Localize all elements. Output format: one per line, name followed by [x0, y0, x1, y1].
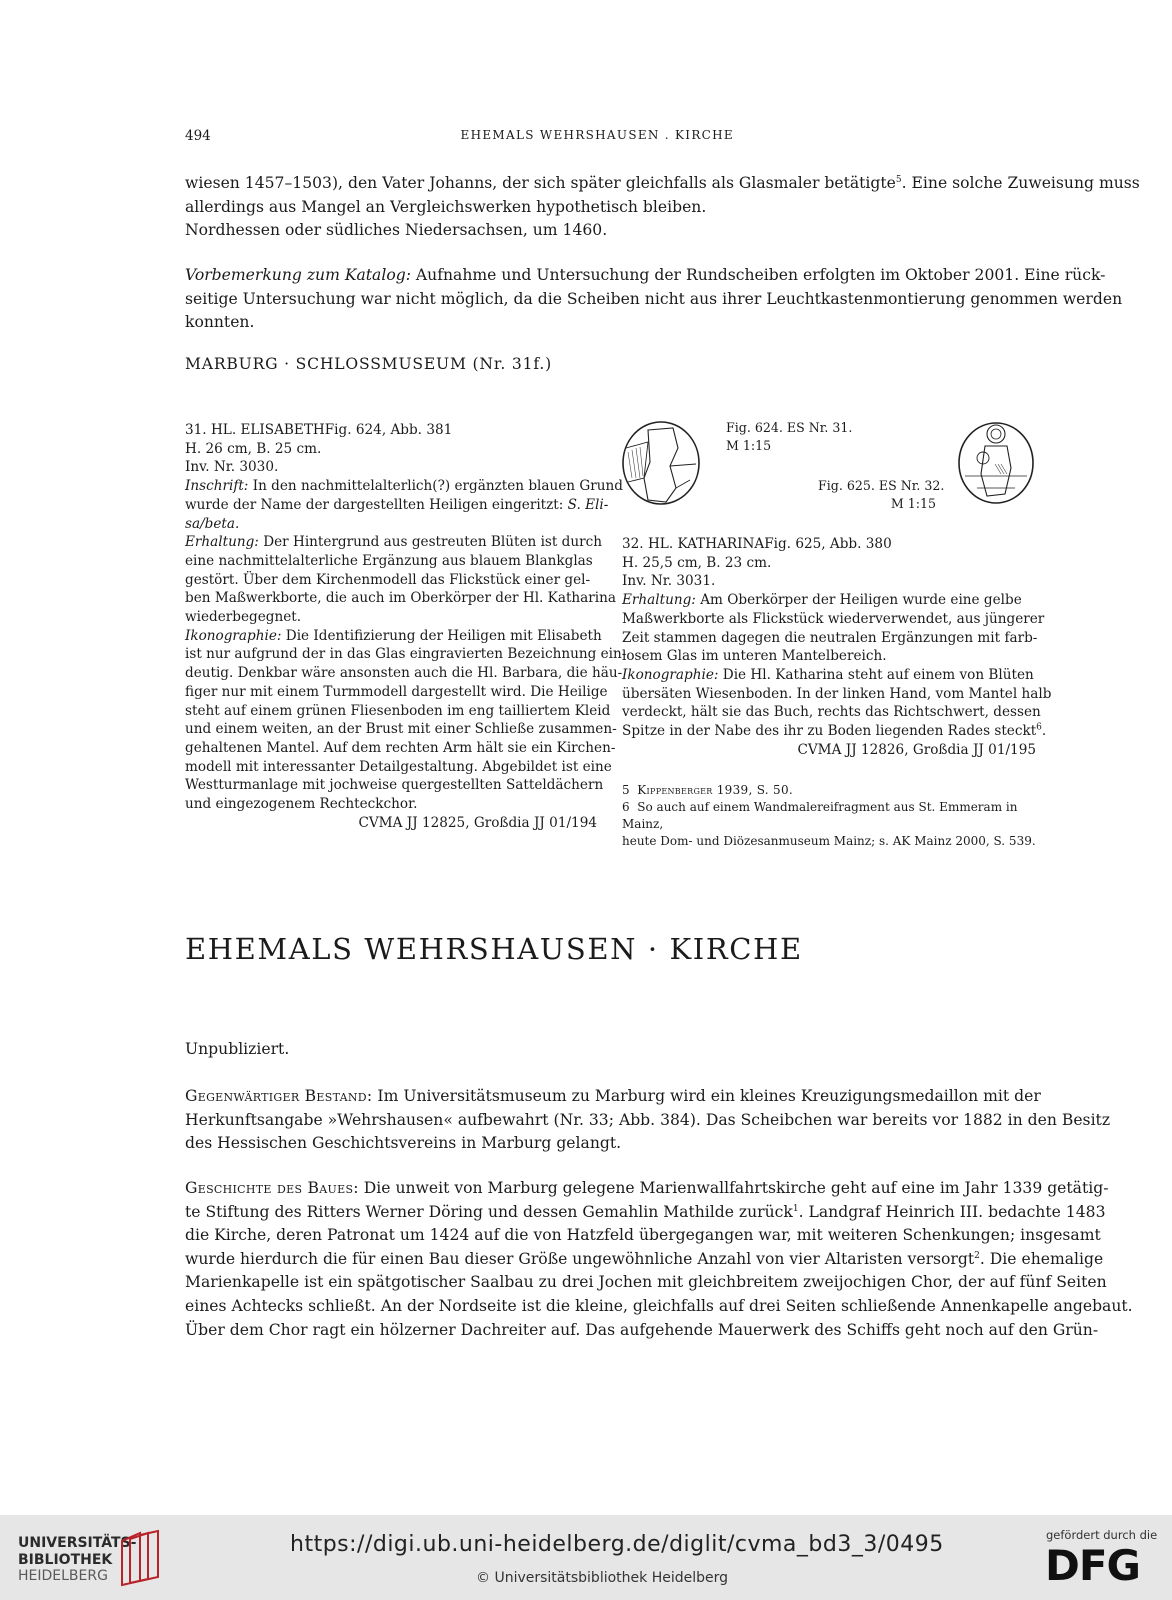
entry-31-ikono-line-7: gehaltenen Mantel. Auf dem rechten Arm hält sie ein Kirchen-	[185, 739, 616, 756]
vorbemerkung-label: Vorbemerkung zum Katalog:	[185, 266, 411, 284]
entry-31-figref: Fig. 624, Abb. 381	[324, 422, 453, 438]
fig-625-caption-line-2: M 1:15	[890, 495, 936, 511]
entry-31-ikono-line-8: modell mit interessanter Detailgestaltung. Abgebildet ist eine	[185, 758, 612, 775]
footnote-ref-1: 1	[792, 1203, 799, 1214]
entry-31-title: 31. HL. ELISABETH	[185, 422, 325, 438]
intro-line-1a: wiesen 1457–1503), den Vater Johanns, der sich später gleichfalls als Glasmaler betätigte	[185, 174, 896, 192]
fig-624-caption	[726, 419, 852, 454]
library-name-line-2: BIBLIOTHEK	[18, 1551, 113, 1568]
permalink-url[interactable]: https://digi.ub.uni-heidelberg.de/diglit/cvma_bd3_3/0495	[290, 1532, 944, 1557]
running-title: EHEMALS WEHRSHAUSEN . KIRCHE	[460, 128, 734, 142]
entry-31-erhaltung-line-4: ben Maßwerkborte, die auch im Oberkörper der Hl. Katharina	[185, 590, 616, 607]
entry-32-erhaltung-line-1: Am Oberkörper der Heiligen wurde eine gelbe	[695, 592, 1022, 609]
footnote-ref-2: 2	[974, 1250, 980, 1261]
library-name-line-1: UNIVERSITÄTS-	[18, 1535, 137, 1551]
entry-31-erhaltung-line-2: eine nachmittelalterliche Ergänzung aus blauem Blankglas	[185, 552, 593, 569]
entry-32-figref: Fig. 625, Abb. 380	[764, 536, 892, 552]
entry-32-erhaltung-label: Erhaltung:	[622, 592, 696, 609]
entry-31-erhaltung-line-5: wiederbegegnet.	[185, 609, 302, 626]
entry-32-ikono-line-1: Die Hl. Katharina steht auf einem von Blüten	[718, 666, 1034, 683]
entry-31-ikono-line-1: Die Identifizierung der Heiligen mit Elisabeth	[281, 627, 602, 644]
entry-32-ikono-end: .	[1041, 723, 1047, 740]
entry-32-dims: H. 25,5 cm, B. 23 cm.	[622, 554, 772, 571]
unpubliziert: Unpubliziert.	[185, 1040, 290, 1058]
entry-32-inv: Inv. Nr. 3031.	[622, 573, 716, 590]
fig-625-drawing	[955, 418, 1037, 506]
entry-32-erhaltung-line-4: losem Glas im unteren Mantelbereich.	[622, 648, 887, 665]
dfg-logo[interactable]: DFG	[1045, 1541, 1141, 1590]
entry-31-ikono-line-6: und einem weiten, an der Brust mit einer Schließe zusammen-	[185, 721, 617, 738]
entry-32-ikono-line-2: übersäten Wiesenboden. In der linken Hand, vom Mantel halb	[622, 685, 1052, 702]
entry-31-erhaltung-label: Erhaltung:	[185, 534, 259, 551]
entry-31-ikono-line-3: deutig. Denkbar wäre ansonsten auch die Hl. Barbara, die häu-	[185, 665, 623, 682]
bestand-line-1: Im Universitätsmuseum zu Marburg wird ein kleines Kreuzigungsmedaillon mit der	[372, 1087, 1041, 1105]
bestand-line-3: des Hessischen Geschichtsvereins in Marburg gelangt.	[185, 1134, 622, 1153]
chapter-title: EHEMALS WEHRSHAUSEN · KIRCHE	[185, 932, 803, 966]
intro-line-2: allerdings aus Mangel an Vergleichswerken hypothetisch bleiben.	[185, 197, 707, 216]
fig-624-caption-line-1: Fig. 624. ES Nr. 31.	[726, 420, 853, 435]
footnote-ref-5: 5	[895, 174, 902, 185]
intro-line-3: Nordhessen oder südliches Niedersachsen, um 1460.	[185, 221, 608, 240]
geschichte-line-2b: . Landgraf Heinrich III. bedachte 1483	[798, 1202, 1106, 1221]
footnote-5-number: 5	[622, 783, 630, 797]
geschichte-line-5: Marienkapelle ist ein spätgotischer Saalbau zu drei Jochen mit gleichbreitem zweijochigen Chor, der auf fünf Seiten	[185, 1273, 1107, 1292]
entry-31	[185, 421, 627, 832]
page-number: 494	[185, 128, 211, 144]
footnote-5-text: Kippenberger 1939, S. 50.	[637, 783, 793, 797]
funding-label: gefördert durch die	[1046, 1528, 1158, 1542]
library-emblem-icon	[118, 1529, 164, 1587]
entry-32-ikono-line-3: verdeckt, hält sie das Buch, rechts das Richtschwert, dessen	[622, 704, 1041, 721]
geschichte-line-6: eines Achtecks schließt. An der Nordseite ist die kleine, gleichfalls auf drei Seiten schließende Annenkapelle angebaut.	[185, 1296, 1133, 1315]
geschichte-label: Geschichte des Baues:	[185, 1179, 359, 1197]
entry-31-inschrift-name-b: sa/beta.	[185, 515, 240, 532]
fig-624-drawing	[618, 418, 704, 508]
vorbemerkung-paragraph	[185, 264, 1123, 335]
geschichte-line-4a: wurde hierdurch die für einen Bau dieser Größe ungewöhnliche Anzahl von vier Altaristen versorgt	[185, 1249, 975, 1268]
entry-31-ikono-line-10: und eingezogenem Rechteckchor.	[185, 796, 418, 813]
entry-32-photo-ref: CVMA JJ 12826, Großdia JJ 01/195	[797, 741, 1036, 758]
geschichte-line-2a: te Stiftung des Ritters Werner Döring und dessen Gemahlin Mathilde zurück	[185, 1202, 793, 1221]
fig-625-caption	[818, 477, 945, 512]
entry-32-erhaltung-line-3: Zeit stammen dagegen die neutralen Ergänzungen mit farb-	[622, 629, 1038, 646]
entry-32-erhaltung-line-2: Maßwerkborte als Flickstück wiederverwendet, aus jüngerer	[622, 610, 1045, 627]
geschichte-line-7: Über dem Chor ragt ein hölzerner Dachreiter auf. Das aufgehende Mauerwerk des Schiffs geht noch auf den Grün-	[185, 1320, 1099, 1339]
footnote-6	[622, 799, 1036, 833]
entry-31-inv: Inv. Nr. 3030.	[185, 459, 279, 476]
copyright-notice: © Universitätsbibliothek Heidelberg	[476, 1570, 729, 1586]
footnote-6-line-1: So auch auf einem Wandmalereifragment aus St. Emmeram in Mainz,	[622, 800, 1018, 831]
entry-31-inschrift-line-1: In den nachmittelalterlich(?) ergänzten blauen Grund	[248, 478, 623, 495]
geschichte-line-3: die Kirche, deren Patronat um 1424 auf die von Hatzfeld übergegangen war, mit weiteren Schenkungen; insgesamt	[185, 1226, 1101, 1245]
footnote-6-number: 6	[622, 800, 630, 814]
geschichte-paragraph	[185, 1177, 1133, 1342]
geschichte-line-1: Die unweit von Marburg gelegene Marienwallfahrtskirche geht auf eine im Jahr 1339 getätig-	[358, 1179, 1109, 1197]
intro-line-1b: . Eine solche Zuweisung muss	[901, 174, 1140, 192]
entry-31-erhaltung-line-3: gestört. Über dem Kirchenmodell das Flickstück einer gel-	[185, 571, 591, 588]
geschichte-line-4b: . Die ehemalige	[979, 1249, 1104, 1268]
entry-31-ikono-line-4: figer nur mit einem Turmmodell dargestellt wird. Die Heilige	[185, 683, 608, 700]
bestand-paragraph	[185, 1085, 1111, 1156]
bestand-label: Gegenwärtiger Bestand:	[185, 1087, 373, 1105]
vorbemerkung-line-3: konnten.	[185, 313, 255, 332]
entry-31-inschrift-name-a: S. Eli-	[567, 496, 609, 513]
entry-31-inschrift-label: Inschrift:	[185, 478, 249, 495]
fig-624-caption-line-2: M 1:15	[726, 437, 772, 453]
intro-paragraph	[185, 172, 1140, 243]
section-heading: MARBURG · SCHLOSSMUSEUM (Nr. 31f.)	[185, 355, 553, 373]
vorbemerkung-line-2: seitige Untersuchung war nicht möglich, da die Scheiben nicht aus ihrer Leuchtkastenmontierung genommen werden	[185, 289, 1123, 308]
vorbemerkung-line-1: Aufnahme und Untersuchung der Rundscheiben erfolgten im Oktober 2001. Eine rück-	[410, 266, 1106, 284]
entry-31-erhaltung-line-1: Der Hintergrund aus gestreuten Blüten ist durch	[258, 534, 603, 551]
entry-31-inschrift-line-2: wurde der Name der dargestellten Heiligen eingeritzt:	[185, 496, 568, 513]
entry-31-dims: H. 26 cm, B. 25 cm.	[185, 440, 322, 457]
entry-32	[622, 535, 1052, 759]
bestand-line-2: Herkunftsangabe »Wehrshausen« aufbewahrt (Nr. 33; Abb. 384). Das Scheibchen war bereits vor 1882 in den Besitz	[185, 1110, 1111, 1129]
library-name-line-3: HEIDELBERG	[18, 1568, 108, 1584]
entry-32-ikono-label: Ikonographie:	[622, 666, 719, 683]
entry-32-title: 32. HL. KATHARINA	[622, 536, 765, 552]
footnotes	[622, 782, 1036, 850]
entry-31-photo-ref: CVMA JJ 12825, Großdia JJ 01/194	[358, 814, 597, 831]
viewer-footer	[0, 1515, 1172, 1600]
footnote-6-line-2: heute Dom- und Diözesanmuseum Mainz; s. AK Mainz 2000, S. 539.	[622, 834, 1036, 848]
entry-31-ikono-line-9: Westturmanlage mit jochweise quergestellten Satteldächern	[185, 777, 604, 794]
entry-31-ikono-label: Ikonographie:	[185, 627, 282, 644]
entry-31-ikono-line-2: ist nur aufgrund der in das Glas eingravierten Bezeichnung ein-	[185, 646, 627, 663]
fig-625-caption-line-1: Fig. 625. ES Nr. 32.	[818, 478, 945, 493]
entry-32-ikono-line-4: Spitze in der Nabe des ihr zu Boden liegenden Rades steckt	[622, 723, 1037, 740]
footnote-ref-6: 6	[1036, 722, 1042, 733]
entry-31-ikono-line-5: steht auf einem grünen Fliesenboden im eng tailliertem Kleid	[185, 702, 611, 719]
footnote-5	[622, 782, 1036, 799]
